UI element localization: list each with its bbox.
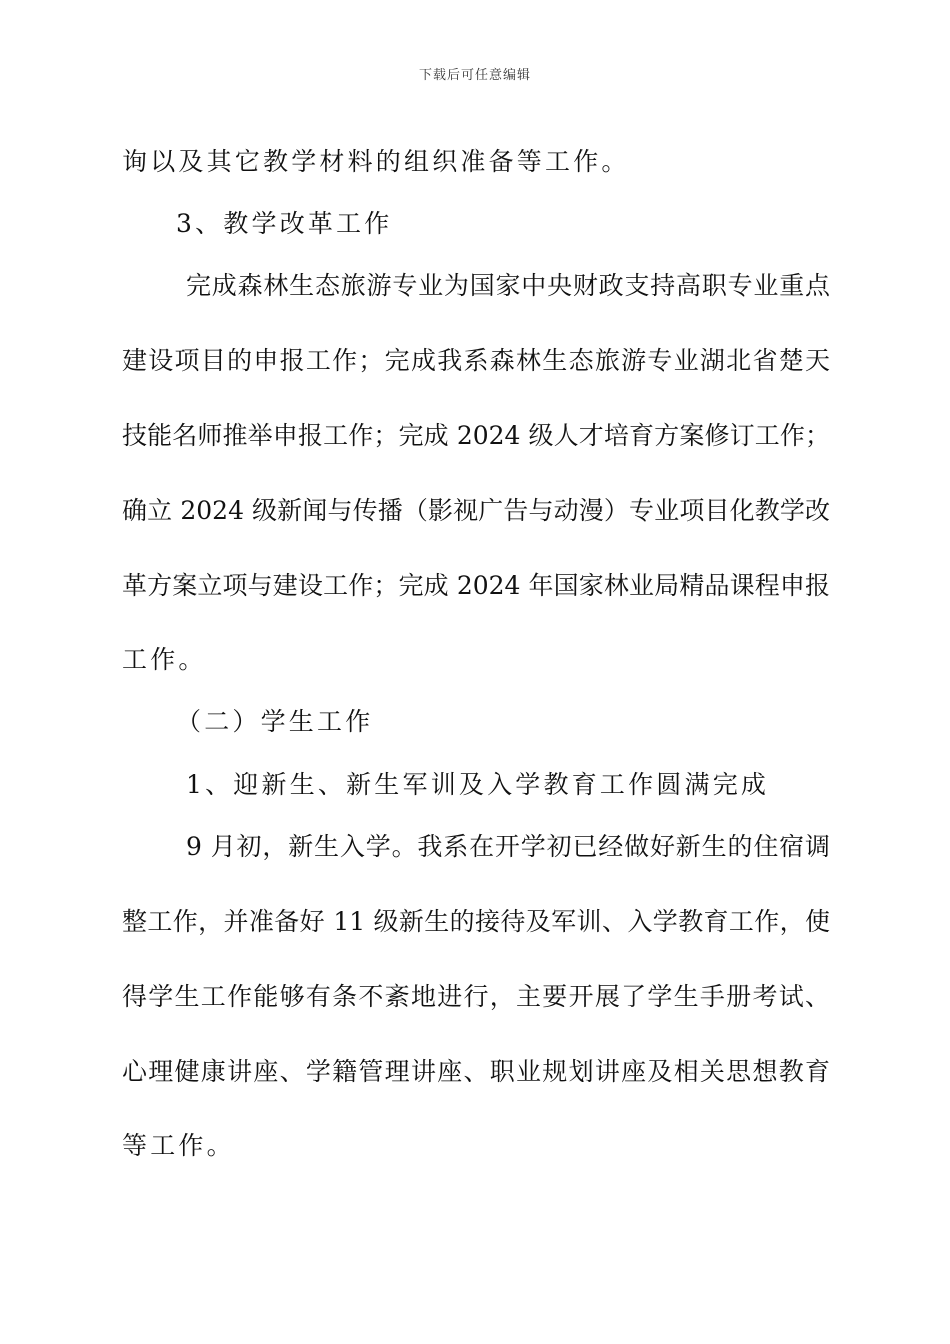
text-line: 整工作，并准备好 11 级新生的接待及军训、入学教育工作，使 (122, 907, 830, 936)
text-line: 建设项目的申报工作；完成我系森林生态旅游专业湖北省楚天 (122, 346, 830, 375)
section-heading: 3、教学改革工作 (176, 209, 393, 238)
text-line: 心理健康讲座、学籍管理讲座、职业规划讲座及相关思想教育 (122, 1057, 830, 1086)
text-line: 询以及其它教学材料的组织准备等工作。 (122, 147, 630, 176)
text-line: 等工作。 (122, 1131, 235, 1160)
section-heading: （二）学生工作 (176, 707, 374, 736)
text-line: 完成森林生态旅游专业为国家中央财政支持高职专业重点 (186, 271, 830, 300)
subsection-heading: 1、迎新生、新生军训及入学教育工作圆满完成 (186, 770, 770, 799)
text-line: 技能名师推举申报工作；完成 2024 级人才培育方案修订工作； (122, 421, 830, 450)
text-line: 9 月初，新生入学。我系在开学初已经做好新生的住宿调 (186, 832, 830, 861)
text-line: 得学生工作能够有条不紊地进行，主要开展了学生手册考试、 (122, 982, 830, 1011)
text-line: 确立 2024 级新闻与传播（影视广告与动漫）专业项目化教学改 (122, 496, 830, 525)
page-header: 下载后可任意编辑 (418, 68, 531, 83)
text-line: 工作。 (122, 645, 207, 674)
text-line: 革方案立项与建设工作；完成 2024 年国家林业局精品课程申报 (122, 571, 830, 600)
